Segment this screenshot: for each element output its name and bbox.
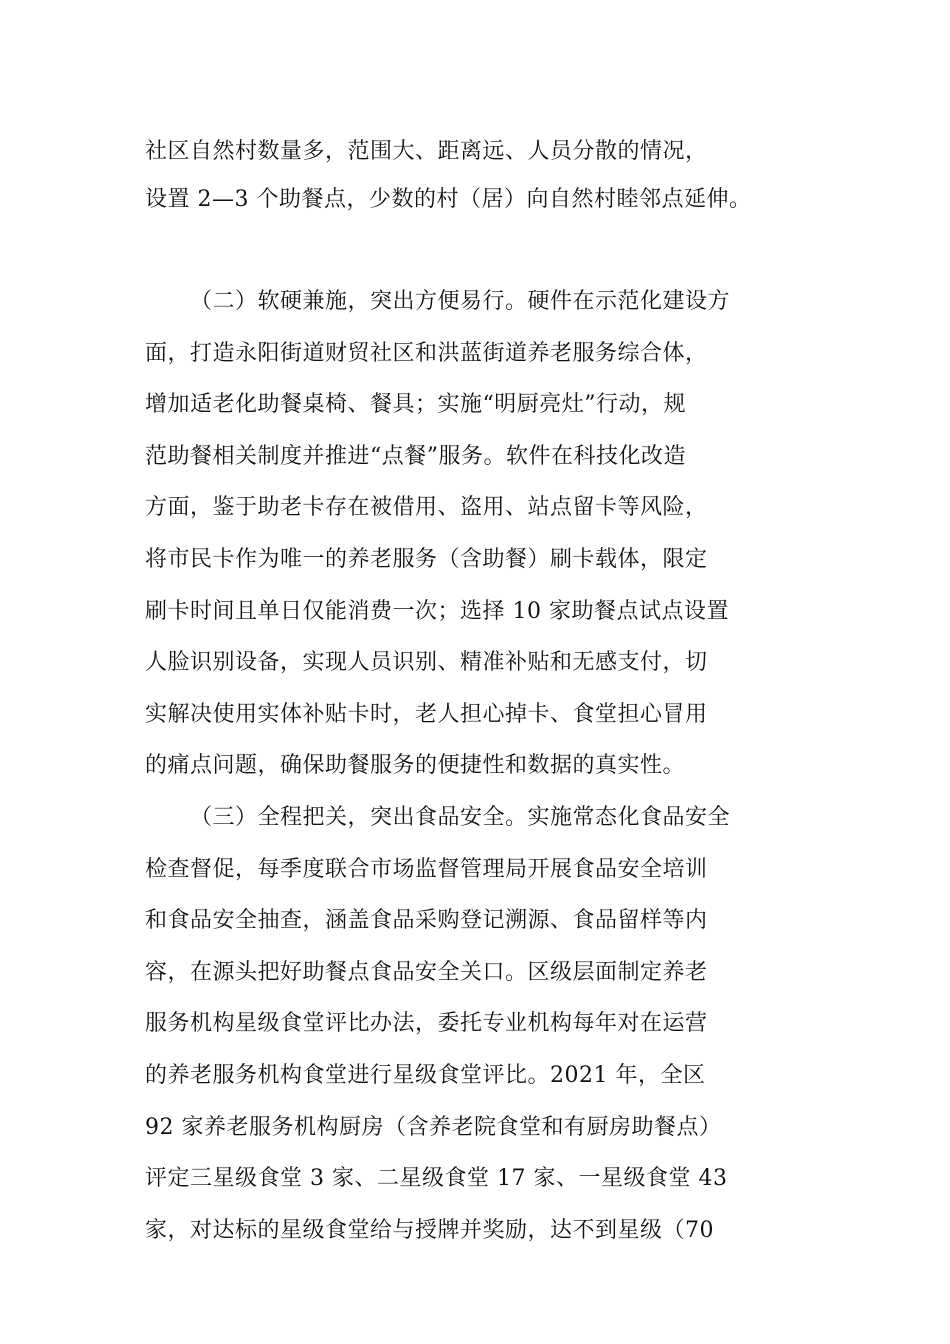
text-line-5: 增加适老化助餐桌椅、餐具；实施“明厨亮灶”行动，规: [145, 392, 686, 417]
text-line-17: 服务机构星级食堂评比办法，委托专业机构每年对在运营: [145, 1011, 708, 1036]
paragraph-3-heading-line: （三）全程把关，突出食品安全。实施常态化食品安全: [190, 805, 731, 830]
text-line-8: 将市民卡作为唯一的养老服务（含助餐）刷卡载体，限定: [145, 547, 708, 572]
text-line-16: 容，在源头把好助餐点食品安全关口。区级层面制定养老: [145, 960, 708, 985]
text-line-21: 家，对达标的星级食堂给与授牌并奖励，达不到星级（70: [145, 1218, 714, 1243]
text-line-1: 社区自然村数量多，范围大、距离远、人员分散的情况，: [145, 139, 708, 164]
text-line-10: 人脸识别设备，实现人员识别、精准补贴和无感支付，切: [145, 650, 708, 675]
text-line-11: 实解决使用实体补贴卡时，老人担心掉卡、食堂担心冒用: [145, 702, 708, 727]
text-line-7: 方面，鉴于助老卡存在被借用、盗用、站点留卡等风险，: [145, 495, 708, 520]
text-line-4: 面，打造永阳街道财贸社区和洪蓝街道养老服务综合体，: [145, 341, 708, 366]
text-line-9: 刷卡时间且单日仅能消费一次；选择 10 家助餐点试点设置: [145, 599, 729, 624]
text-line-20: 评定三星级食堂 3 家、二星级食堂 17 家、一星级食堂 43: [145, 1166, 728, 1191]
text-line-6: 范助餐相关制度并推进“点餐”服务。软件在科技化改造: [145, 444, 686, 469]
text-line-19: 92 家养老服务机构厨房（含养老院食堂和有厨房助餐点）: [145, 1115, 722, 1140]
paragraph-2-heading-line: （二）软硬兼施，突出方便易行。硬件在示范化建设方: [190, 289, 731, 314]
text-line-15: 和食品安全抽查，涵盖食品采购登记溯源、食品留样等内: [145, 908, 708, 933]
text-line-14: 检查督促，每季度联合市场监督管理局开展食品安全培训: [145, 857, 708, 882]
text-line-2: 设置 2—3 个助餐点，少数的村（居）向自然村睦邻点延伸。: [145, 187, 752, 212]
text-line-18: 的养老服务机构食堂进行星级食堂评比。2021 年，全区: [145, 1063, 706, 1088]
text-line-12: 的痛点问题，确保助餐服务的便捷性和数据的真实性。: [145, 753, 686, 778]
